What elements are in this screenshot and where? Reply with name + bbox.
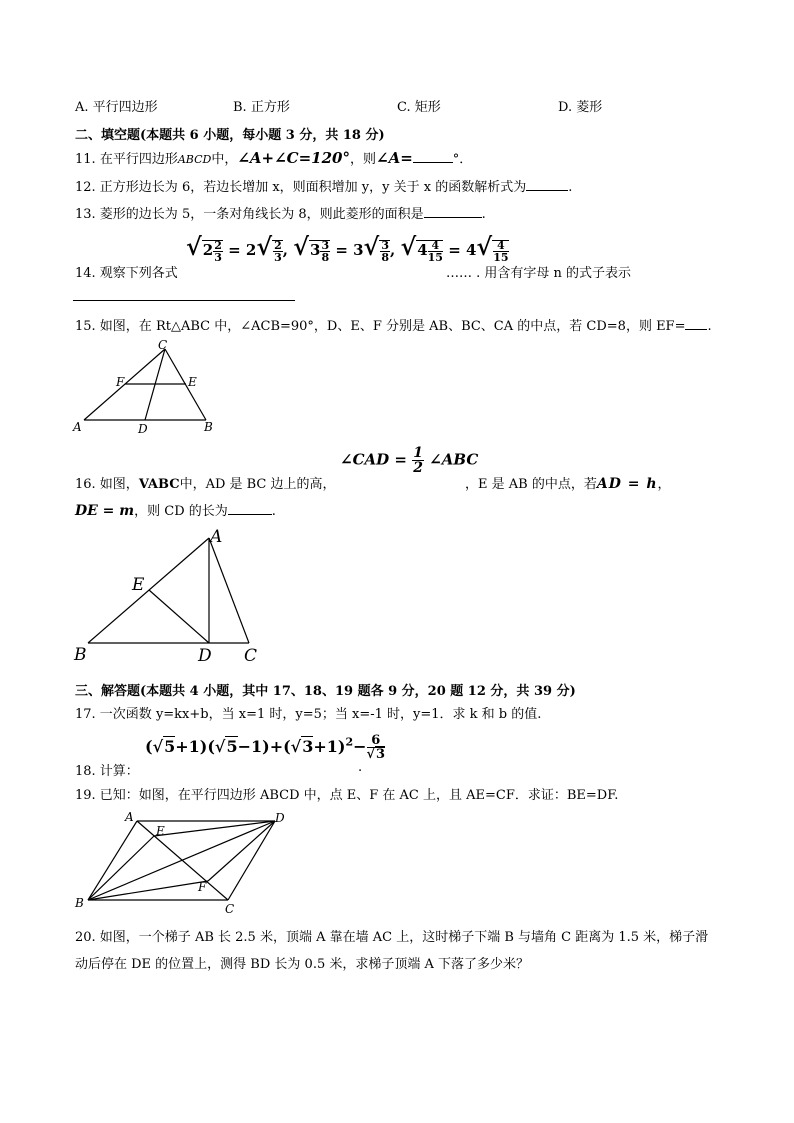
q14-f3d-b: 15 bbox=[493, 250, 509, 264]
q18-end: . bbox=[358, 760, 363, 775]
fig15-label-e: E bbox=[188, 375, 197, 389]
q16-cad-right: ∠ABC bbox=[429, 450, 479, 469]
option-c: C. 矩形 bbox=[397, 100, 441, 115]
q14-t3b: 4 bbox=[465, 241, 477, 259]
figure-16 bbox=[70, 528, 270, 668]
fig19-label-f: F bbox=[198, 880, 207, 894]
fig16-label-a: A bbox=[210, 528, 223, 547]
question-13 bbox=[75, 203, 486, 222]
q14-t1a: 2 bbox=[202, 241, 214, 259]
option-d: D. 菱形 bbox=[558, 100, 603, 115]
option-b: B. 正方形 bbox=[233, 100, 290, 115]
q11-mid: 中， bbox=[211, 152, 238, 167]
fig19-side-ab bbox=[88, 821, 137, 900]
q14-formula: √2 $\frac{2}{3}$ = 2√ $\frac{2}{3}$ , √3 $\frac{3}{8}$ = 3√ $\frac{3}{8}$ , √4 $\frac{4}{15}$ = 4√ $\frac{4}{15}$ bbox=[186, 232, 509, 264]
q16-mid2: ，E 是 AB 的中点，若 bbox=[465, 477, 597, 492]
q14-t1b: 2 bbox=[245, 241, 257, 259]
q15-blank bbox=[685, 329, 707, 330]
q14-f3n-a: 4 bbox=[428, 240, 443, 252]
fig19-label-a: A bbox=[125, 810, 134, 824]
q15-end: . bbox=[707, 319, 712, 334]
figure-15 bbox=[70, 338, 220, 438]
q13-blank bbox=[424, 217, 482, 218]
fig19-segment-be bbox=[88, 836, 154, 900]
q14-f2d-a: 8 bbox=[321, 250, 330, 264]
question-17: 17. 一次函数 y=kx+b，当 x=1 时，y=5；当 x=-1 时，y=1．求 k 和 b 的值. bbox=[75, 707, 542, 722]
fig16-segment-de bbox=[149, 590, 209, 643]
q16-cad-formula bbox=[340, 446, 478, 475]
fig16-label-e: E bbox=[132, 575, 145, 595]
fig15-label-d: D bbox=[138, 422, 148, 436]
q14-f2d-b: 8 bbox=[381, 250, 389, 264]
q14-t2b: 3 bbox=[353, 241, 364, 259]
question-15 bbox=[75, 315, 712, 334]
q16-tri: VABC bbox=[138, 477, 180, 492]
fig19-segment-df bbox=[208, 821, 275, 881]
q16-end: . bbox=[271, 504, 276, 519]
q11-var: ABCD bbox=[177, 153, 212, 166]
q15-text: 15. 如图，在 Rt△ABC 中，∠ACB=90°，D、E、F 分别是 AB、BC、CA 的中点，若 CD=8，则 EF= bbox=[75, 319, 686, 334]
q14-f2n-b: 3 bbox=[381, 238, 389, 252]
fig19-label-b: B bbox=[75, 896, 84, 910]
q16-half-d: 2 bbox=[413, 460, 423, 476]
q13-text: 13. 菱形的边长为 5，一条对角线长为 8，则此菱形的面积是 bbox=[75, 207, 424, 222]
q14-post: …… . 用含有字母 n 的式子表示 bbox=[446, 266, 632, 281]
q12-blank bbox=[526, 190, 568, 191]
q16-dem: DE = m bbox=[75, 503, 135, 519]
q14-f3d-a: 15 bbox=[427, 250, 443, 264]
q18-r5-b: 5 bbox=[226, 737, 238, 756]
section-3-title: 三、解答题(本题共 4 小题，其中 17、18、19 题各 9 分，20 题 12 分，共 39 分) bbox=[75, 684, 576, 699]
q18-label: 18. 计算： bbox=[75, 764, 139, 779]
q16-mid1: 中，AD 是 BC 边上的高， bbox=[179, 477, 336, 492]
question-16-line1b bbox=[465, 473, 671, 492]
q11-num: 11. bbox=[75, 152, 96, 167]
q11-pre: 在平行四边形 bbox=[99, 152, 178, 167]
fig15-label-f: F bbox=[116, 375, 125, 389]
fig16-label-c: C bbox=[244, 646, 258, 666]
q18-r5-a: 5 bbox=[164, 737, 176, 756]
q14-t2a: 3 bbox=[310, 241, 321, 259]
q12-text: 12. 正方形边长为 6，若边长增加 x，则面积增加 y，y 关于 x 的函数解析式为 bbox=[75, 180, 527, 195]
q16-comma: ， bbox=[657, 477, 671, 492]
q12-end: . bbox=[568, 180, 573, 195]
q16-adh: AD = h bbox=[596, 476, 658, 492]
q14-f1d-b: 3 bbox=[274, 250, 282, 264]
option-a: A. 平行四边形 bbox=[75, 100, 158, 115]
fig15-label-b: B bbox=[204, 420, 213, 434]
q14-f1n-b: 2 bbox=[274, 238, 282, 252]
question-16-line2 bbox=[75, 500, 276, 519]
question-11 bbox=[75, 148, 472, 167]
figure-19 bbox=[70, 808, 290, 918]
q14-f1d-a: 3 bbox=[214, 250, 222, 264]
q11-blank bbox=[413, 162, 453, 163]
q18-r3-b: 3 bbox=[376, 747, 386, 762]
q18-r3-a: 3 bbox=[302, 737, 314, 756]
fig16-side-ac bbox=[209, 538, 249, 643]
q14-f3n-b: 4 bbox=[493, 240, 508, 252]
fig15-label-a: A bbox=[73, 420, 82, 434]
q18-six: 6 bbox=[367, 734, 386, 748]
question-20-line2: 动后停在 DE 的位置上，测得 BD 长为 0.5 米，求梯子顶端 A 下落了多少米？ bbox=[75, 957, 530, 972]
q18-expression: $(√5+1)(√5-1)+(√3+1)^2-$ $\frac{6}{√3}$ bbox=[145, 733, 386, 762]
q14-pre: 14. 观察下列各式 bbox=[75, 266, 178, 281]
fig19-segment-bf bbox=[88, 881, 208, 900]
q16-post: ，则 CD 的长为 bbox=[134, 504, 228, 519]
fig19-label-d: D bbox=[275, 811, 285, 825]
fig16-label-d: D bbox=[198, 646, 212, 666]
q11-then: ，则 bbox=[350, 152, 377, 167]
question-20-line1: 20. 如图，一个梯子 AB 长 2.5 米，顶端 A 靠在墙 AC 上，这时梯子下端 B 与墙角 C 距离为 1.5 米，梯子滑 bbox=[75, 930, 709, 945]
fig19-side-dc bbox=[228, 821, 275, 900]
fig19-label-e: E bbox=[156, 824, 165, 838]
q16-pre: 16. 如图， bbox=[75, 477, 139, 492]
section-2-title: 二、填空题(本题共 6 小题，每小题 3 分，共 18 分) bbox=[75, 128, 385, 143]
q14-f2n-a: 3 bbox=[321, 238, 330, 252]
q13-end: . bbox=[481, 207, 486, 222]
q14-f1n-a: 2 bbox=[214, 238, 222, 252]
question-16-line1 bbox=[75, 473, 336, 492]
fig15-label-c: C bbox=[158, 338, 168, 352]
q14-answer-line bbox=[73, 300, 295, 301]
q16-blank bbox=[228, 514, 272, 515]
question-19: 19. 已知：如图，在平行四边形 ABCD 中，点 E、F 在 AC 上，且 AE=CF．求证：BE=DF. bbox=[75, 788, 619, 803]
question-12 bbox=[75, 176, 572, 195]
q16-half-n: 1 bbox=[413, 445, 423, 461]
fig19-label-c: C bbox=[225, 902, 235, 916]
q11-angle: ∠A= bbox=[376, 149, 413, 167]
q14-t3a: 4 bbox=[417, 241, 428, 259]
q18-exp: 2 bbox=[345, 735, 354, 749]
q11-post: °． bbox=[452, 152, 473, 167]
q11-formula: ∠A+∠C=120° bbox=[237, 149, 350, 167]
q16-cad-left: ∠CAD = bbox=[340, 450, 407, 469]
fig16-label-b: B bbox=[74, 645, 87, 665]
